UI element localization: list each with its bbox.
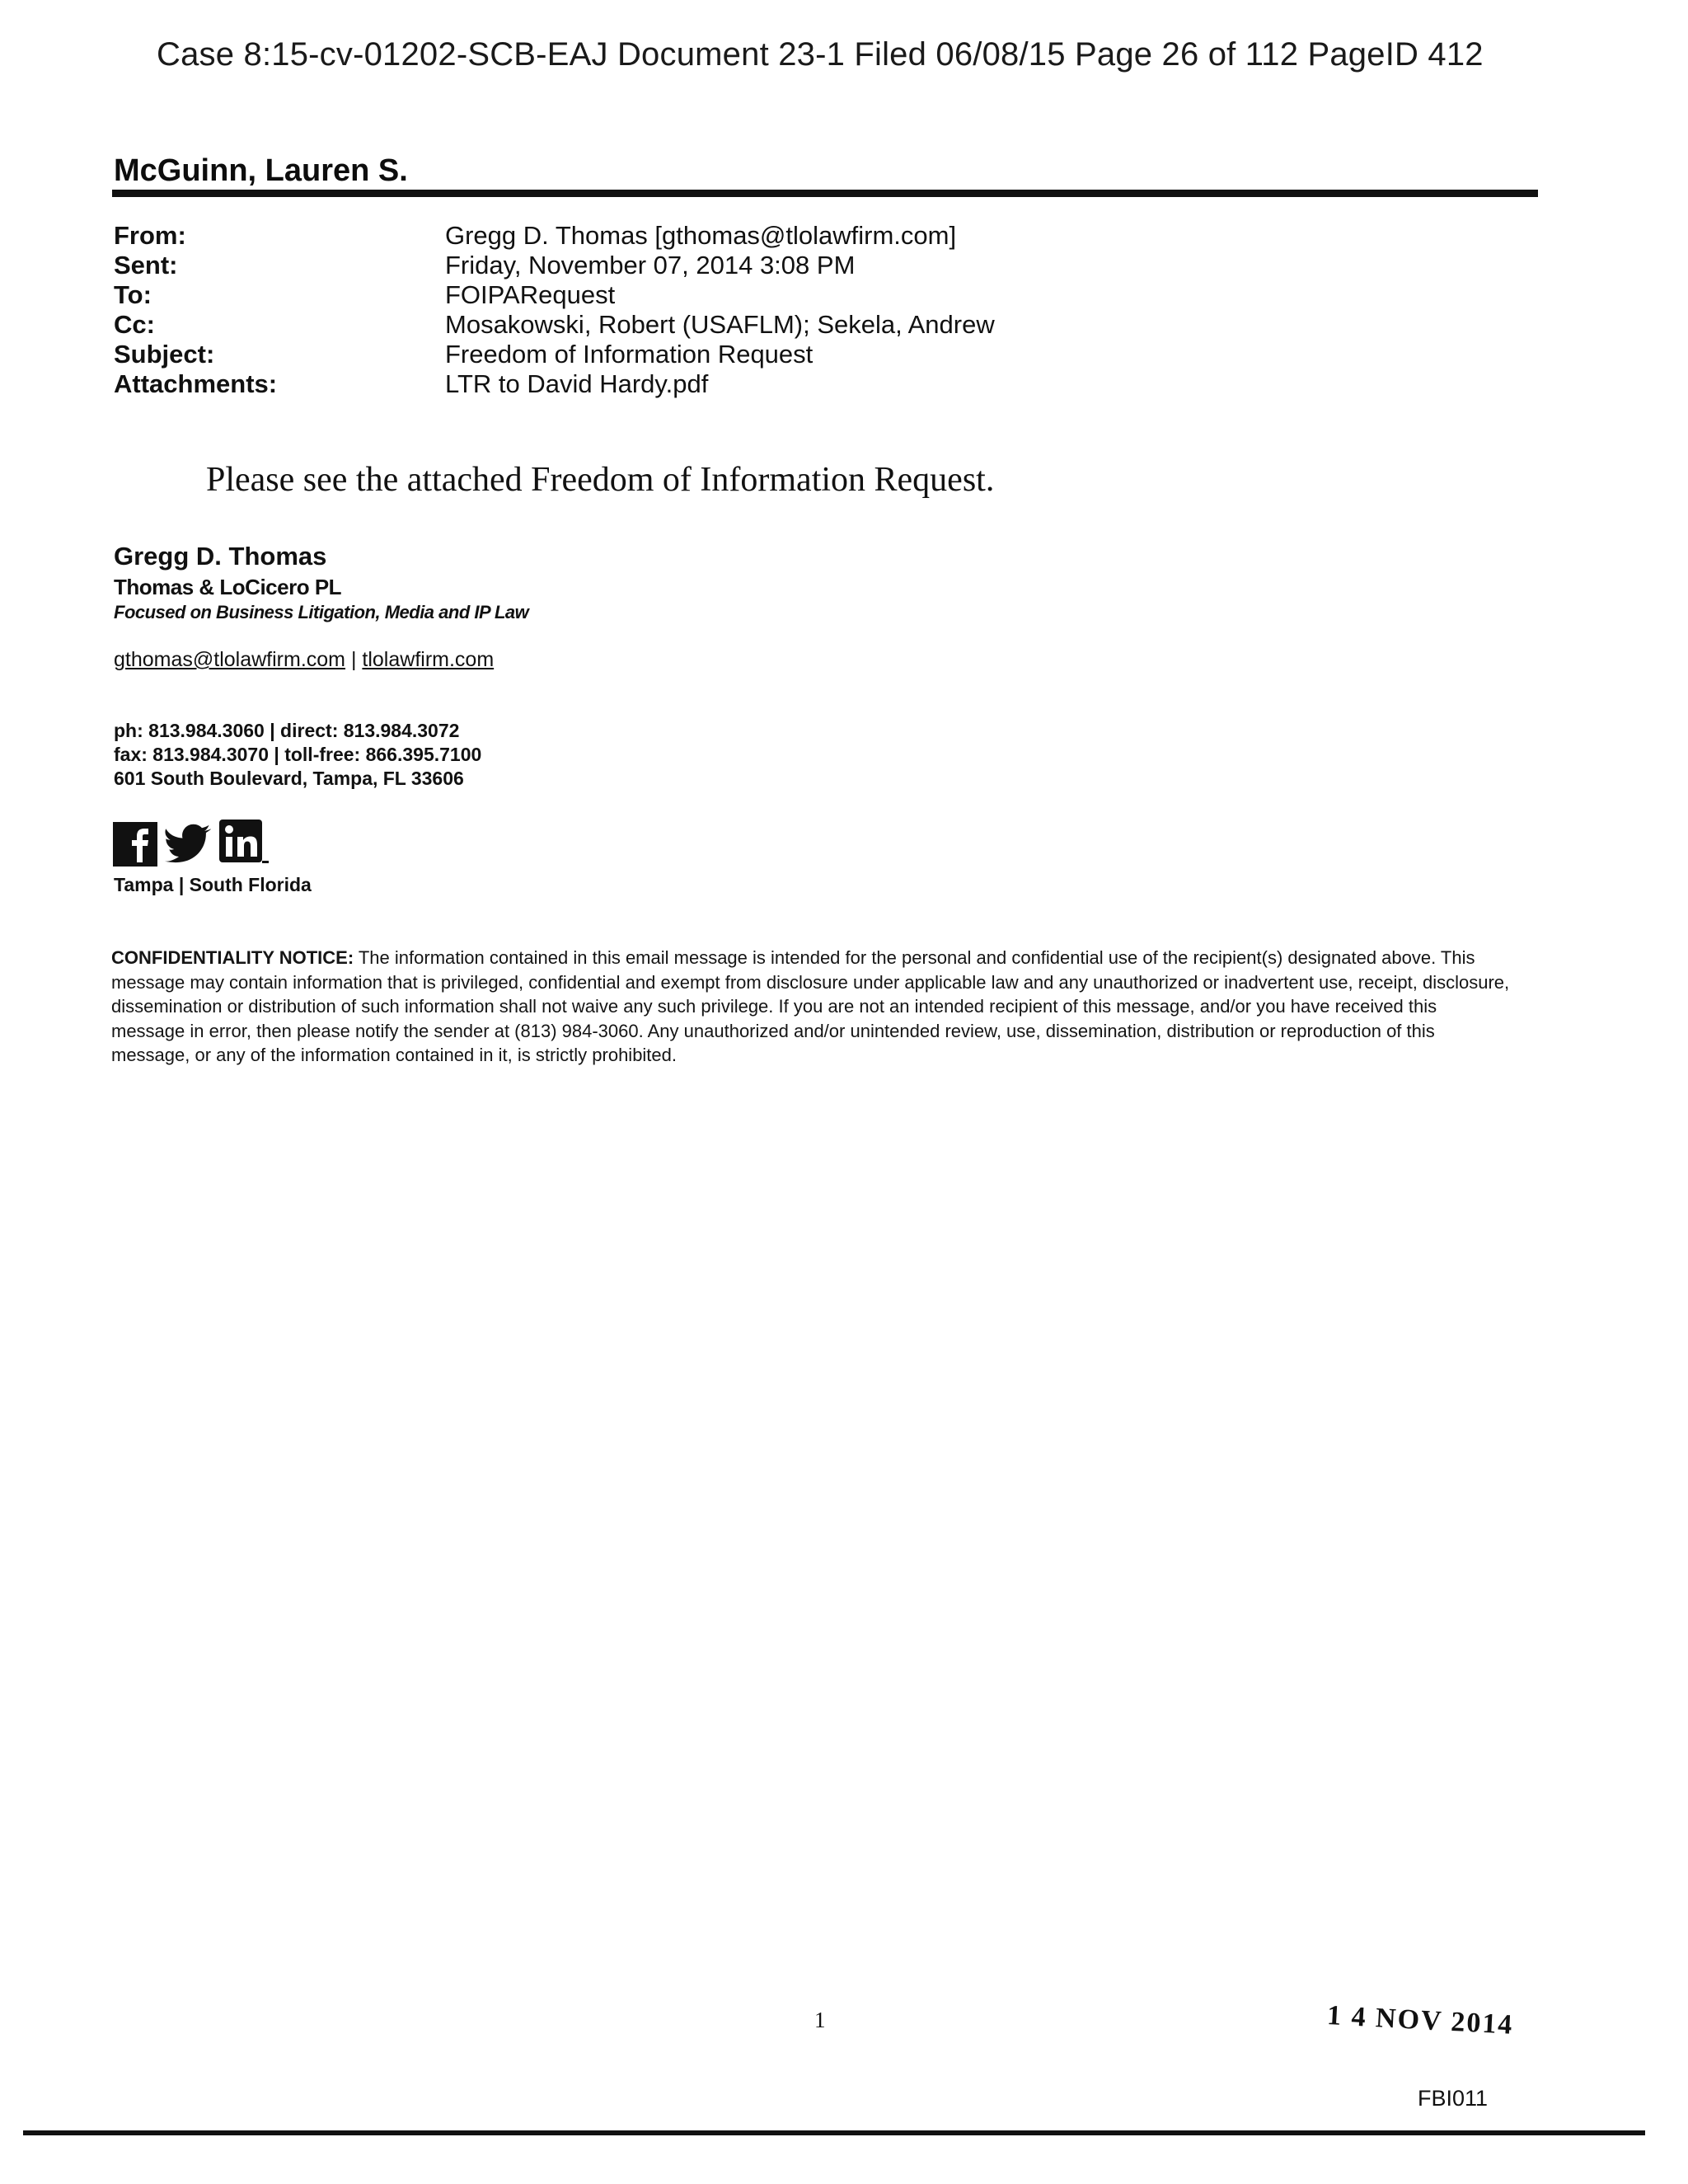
twitter-icon[interactable] — [163, 823, 213, 867]
page-number: 1 — [814, 2008, 826, 2032]
signature-firm: Thomas & LoCicero PL — [114, 575, 342, 599]
mailbox-owner-name: McGuinn, Lauren S. — [114, 153, 408, 188]
social-icons — [112, 818, 270, 867]
signature-website-link[interactable]: tlolawfirm.com — [362, 648, 495, 671]
signature-name: Gregg D. Thomas — [114, 542, 327, 571]
signature-links — [114, 648, 494, 672]
to-label: To: — [114, 280, 152, 309]
subject-value: Freedom of Information Request — [445, 340, 814, 369]
link-separator: | — [345, 648, 363, 671]
signature-tagline: Focused on Business Litigation, Media and IP Law — [114, 602, 529, 622]
signature-fax: fax: 813.984.3070 | toll-free: 866.395.7100 — [114, 744, 482, 765]
from-label: From: — [114, 221, 186, 250]
bates-number: FBI011 — [1418, 2086, 1489, 2111]
received-date-stamp: 1 4 NOV 2014 — [1326, 2000, 1515, 2041]
confidentiality-label: CONFIDENTIALITY NOTICE: — [111, 947, 354, 968]
signature-phone: ph: 813.984.3060 | direct: 813.984.3072 — [114, 720, 460, 741]
signature-offices: Tampa | South Florida — [114, 874, 312, 895]
linkedin-icon[interactable] — [218, 818, 270, 867]
attachments-label: Attachments: — [114, 369, 278, 398]
cc-label: Cc: — [114, 310, 155, 339]
sent-label: Sent: — [114, 251, 178, 279]
subject-label: Subject: — [114, 340, 215, 369]
attachment-link[interactable]: LTR to David Hardy.pdf — [445, 369, 709, 398]
sent-value: Friday, November 07, 2014 3:08 PM — [445, 251, 856, 279]
case-header: Case 8:15-cv-01202-SCB-EAJ Document 23-1 Filed 06/08/15 Page 26 of 112 PageID 412 — [157, 36, 1484, 73]
signature-address: 601 South Boulevard, Tampa, FL 33606 — [114, 768, 464, 789]
header-rule — [112, 190, 1538, 197]
footer-rule — [23, 2130, 1645, 2135]
signature-email-link[interactable]: gthomas@tlolawfirm.com — [114, 648, 346, 671]
cc-value: Mosakowski, Robert (USAFLM); Sekela, Andrew — [445, 310, 995, 339]
facebook-icon[interactable] — [112, 821, 158, 867]
confidentiality-notice — [111, 946, 1512, 1068]
to-value: FOIPARequest — [445, 280, 616, 309]
confidentiality-text: The information contained in this email message is intended for the personal and confidential use of the recipient(s) designated above. This message may contain information that is privileged, confidential and exempt from disclosure under applicable law and any unauthorized or inadvertent use, receipt, disclosure, dissemination or distribution of such information shall not waive any such privilege. If you are not an intended recipient of this message, and/or you have received this message in error, then please notify the sender at (813) 984-3060. Any unauthorized and/or unintended review, use, dissemination, distribution or reproduction of this message, or any of the information contained in it, is strictly prohibited. — [111, 947, 1510, 1065]
email-body-text: Please see the attached Freedom of Information Request. — [206, 461, 995, 499]
from-value: Gregg D. Thomas [gthomas@tlolawfirm.com] — [445, 221, 957, 250]
